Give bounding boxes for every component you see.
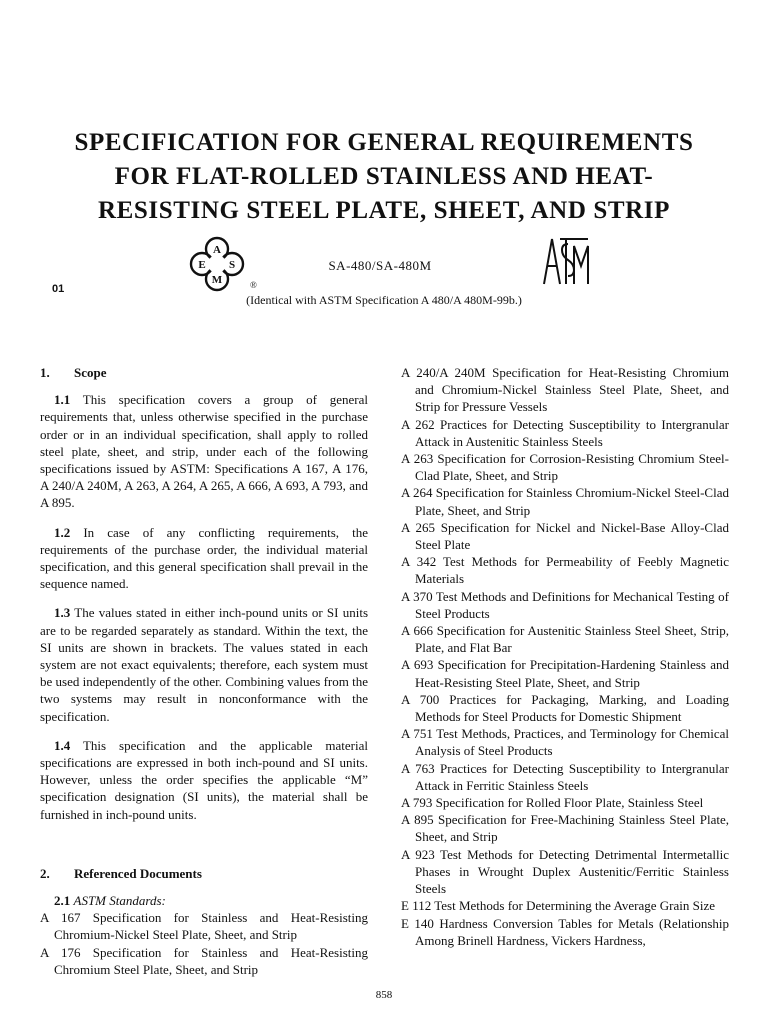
section-2-heading <box>40 865 368 882</box>
reference-entry: A 263 Specification for Corrosion-Resisting Chromium Steel-Clad Plate, Sheet, and Strip <box>401 451 729 484</box>
reference-entry: A 370 Test Methods and Definitions for Mechanical Testing of Steel Products <box>401 588 729 621</box>
identical-note: (Identical with ASTM Specification A 480/A 480M-99b.) <box>246 293 522 307</box>
subsection-title: ASTM Standards: <box>73 893 166 909</box>
asme-seal-icon <box>177 236 259 292</box>
subsection-2-1 <box>40 892 368 909</box>
reference-entry: A 923 Test Methods for Detecting Detrimental Intermetallic Phases in Wrought Duplex Austenitic/Ferritic Stainless Steels <box>401 846 729 897</box>
reference-entry: E 140 Hardness Conversion Tables for Metals (Relationship Among Brinell Hardness, Vickers Hardness, <box>401 915 729 948</box>
reference-entry: A 666 Specification for Austenitic Stainless Steel Sheet, Strip, Plate, and Flat Bar <box>401 623 729 656</box>
section-title: Referenced Documents <box>74 865 202 881</box>
asme-letter-m: M <box>211 274 223 286</box>
reference-entry: A 700 Practices for Packaging, Marking, and Loading Methods for Steel Products for Domestic Shipment <box>401 691 729 725</box>
paragraph-1-2 <box>40 524 368 593</box>
asme-letter-a: A <box>213 244 221 256</box>
paragraph-text: The values stated in either inch-pound units or SI units are to be regarded separately as standard. Within the text, the SI units are shown in brackets. The values stated in each system are not exact equivalents; therefore, each system must be used independently of the other. Combining values from the two systems may result in nonconformance with the specification. <box>40 605 369 724</box>
asme-letter-e: E <box>198 259 206 271</box>
paragraph-1-4 <box>40 737 368 823</box>
reference-entry: A 793 Specification for Rolled Floor Plate, Stainless Steel <box>401 795 704 811</box>
reference-entry: A 693 Specification for Precipitation-Hardening Stainless and Heat-Resisting Steel Plate, Sheet, and Strip <box>401 657 729 690</box>
designation: SA-480/SA-480M <box>328 258 432 273</box>
reference-entry: E 112 Test Methods for Determining the Average Grain Size <box>401 898 716 914</box>
title-line-3: RESISTING STEEL PLATE, SHEET, AND STRIP <box>98 197 670 224</box>
right-column <box>401 364 729 949</box>
reference-entry: A 262 Practices for Detecting Susceptibility to Intergranular Attack in Austenitic Stainless Steels <box>401 416 729 449</box>
document-title <box>40 126 728 228</box>
subsection-number: 2.1 <box>54 893 71 909</box>
reference-entry: A 751 Test Methods, Practices, and Terminology for Chemical Analysis of Steel Products <box>401 726 729 759</box>
margin-mark: 01 <box>52 283 65 295</box>
astm-logo-icon <box>540 236 592 286</box>
left-column <box>40 364 368 978</box>
asme-letter-s: S <box>228 259 236 271</box>
section-number: 1. <box>40 365 50 380</box>
title-line-1: SPECIFICATION FOR GENERAL REQUIREMENTS <box>74 129 694 156</box>
reference-list-left <box>40 909 368 978</box>
paragraph-text: This specification covers a group of general requirements that, unless otherwise specified in the purchase order or in an individual specification, shall apply to rolled steel plate, sheet, and strip, under each of the following specifications issued by ASTM: Specifications A 167, A 176, A 240/A 240M, A 263, A 264, A 265, A 666, A 693, A 793, and A 895. <box>40 392 368 511</box>
section-1-heading <box>40 364 368 381</box>
title-line-2: FOR FLAT-ROLLED STAINLESS AND HEAT- <box>114 163 654 190</box>
section-number: 2. <box>40 865 50 881</box>
paragraph-1-1 <box>40 391 368 511</box>
section-title: Scope <box>74 365 107 380</box>
paragraph-number: 1.3 <box>54 605 71 621</box>
reference-list-right <box>401 364 729 949</box>
paragraph-text: This specification and the applicable material specifications are expressed in both inch-pound and SI units. However, unless the order specifies the applicable “M” specification designation (SI units), the material shall be furnished in inch-pound units. <box>40 737 368 822</box>
paragraph-number: 1.2 <box>54 524 71 540</box>
reference-entry: A 265 Specification for Nickel and Nickel-Base Alloy-Clad Steel Plate <box>401 519 729 553</box>
reference-entry: A 240/A 240M Specification for Heat-Resisting Chromium and Chromium-Nickel Stainless Steel Plate, Sheet, and Strip for Pressure Vessels <box>401 365 729 415</box>
paragraph-number: 1.4 <box>54 737 71 753</box>
paragraph-number: 1.1 <box>54 392 71 408</box>
reference-entry: A 895 Specification for Free-Machining Stainless Steel Plate, Sheet, and Strip <box>401 812 729 845</box>
reference-entry: A 167 Specification for Stainless and Heat-Resisting Chromium-Nickel Steel Plate, Sheet, and Strip <box>40 910 368 943</box>
paragraph-1-3 <box>40 604 368 724</box>
registered-mark: ® <box>250 280 257 290</box>
reference-entry: A 763 Practices for Detecting Susceptibility to Intergranular Attack in Ferritic Stainless Steels <box>401 760 729 793</box>
reference-entry: A 342 Test Methods for Permeability of Feebly Magnetic Materials <box>401 554 729 587</box>
reference-entry: A 176 Specification for Stainless and Heat-Resisting Chromium Steel Plate, Sheet, and Strip <box>40 944 368 977</box>
reference-entry: A 264 Specification for Stainless Chromium-Nickel Steel-Clad Plate, Sheet, and Strip <box>401 485 729 518</box>
paragraph-text: In case of any conflicting requirements, the requirements of the purchase order, the individual material specification, and this general specification shall prevail in the sequence named. <box>40 524 369 592</box>
page-number: 858 <box>375 989 393 1001</box>
